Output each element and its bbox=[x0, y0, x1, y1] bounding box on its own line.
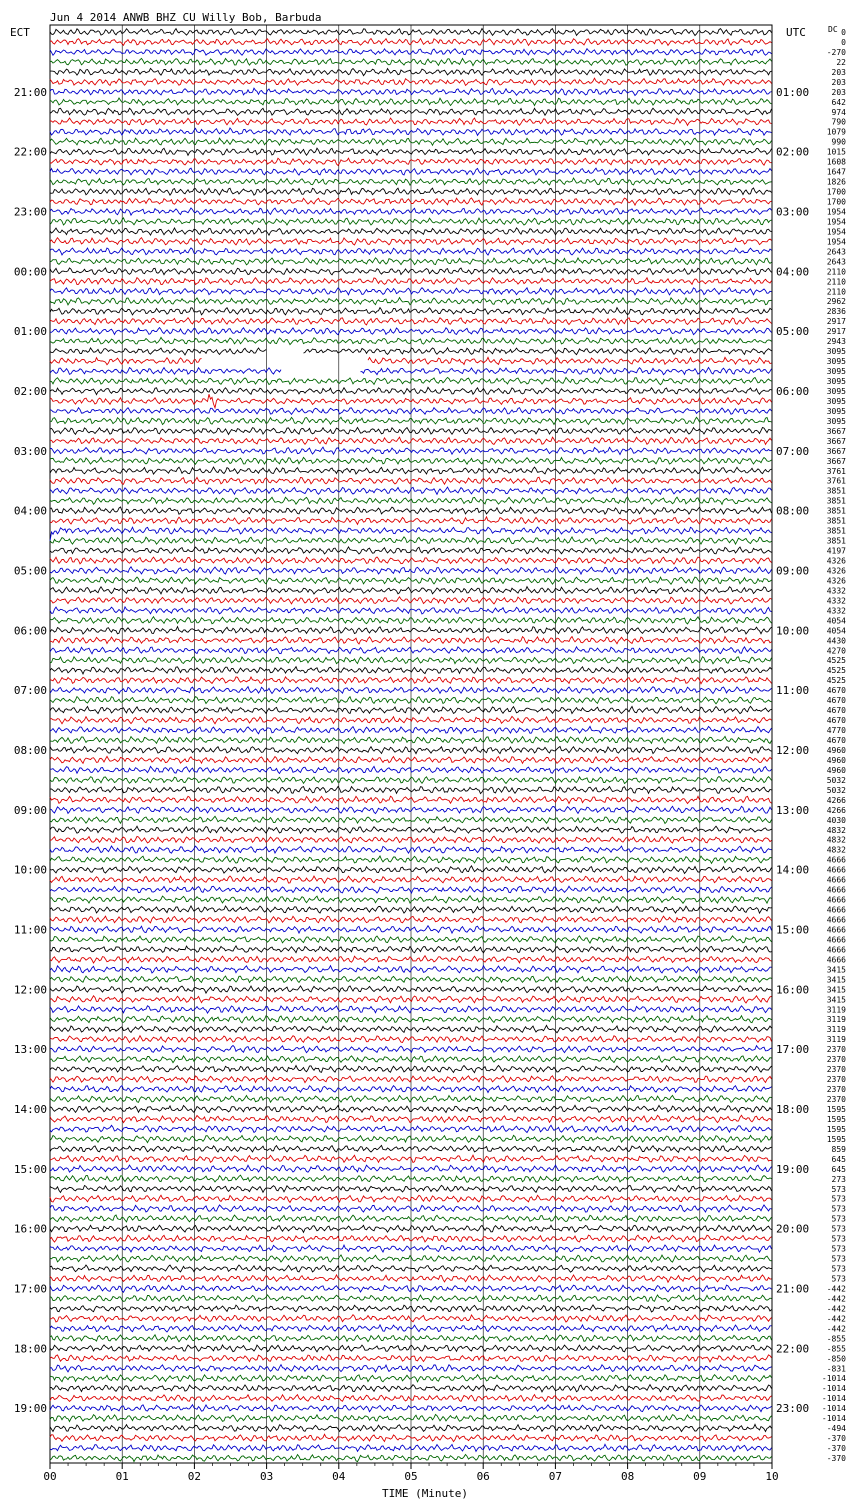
dc-offset-value: 3667 bbox=[826, 456, 846, 466]
dc-offset-value: 3119 bbox=[826, 1025, 846, 1035]
dc-offset-value: 573 bbox=[831, 1184, 846, 1194]
dc-offset-value: 1608 bbox=[826, 157, 846, 167]
dc-offset-value: 1826 bbox=[826, 177, 846, 187]
dc-offset-value: -1014 bbox=[821, 1384, 846, 1394]
ect-hour-label: 02:00 bbox=[13, 385, 47, 398]
dc-offset-value: 573 bbox=[831, 1234, 846, 1244]
ect-hour-label: 11:00 bbox=[13, 923, 47, 937]
dc-offset-value: -855 bbox=[826, 1344, 846, 1354]
dc-offset-value: 1954 bbox=[826, 217, 846, 227]
dc-offset-value: 1647 bbox=[826, 167, 846, 177]
dc-offset-value: 1954 bbox=[826, 207, 846, 217]
dc-offset-value: 573 bbox=[831, 1224, 846, 1234]
ect-hour-label: 16:00 bbox=[13, 1222, 47, 1236]
dc-offset-value: 4666 bbox=[826, 885, 846, 895]
dc-offset-value: 2370 bbox=[826, 1055, 846, 1065]
dc-offset-value: 4670 bbox=[826, 716, 846, 726]
utc-hour-label: 05:00 bbox=[776, 325, 810, 339]
dc-offset-value: -442 bbox=[826, 1284, 846, 1294]
x-tick-label: 10 bbox=[765, 1470, 779, 1483]
dc-offset-value: 4832 bbox=[826, 825, 846, 835]
dc-offset-value: 3851 bbox=[826, 506, 846, 516]
dc-offset-value: 3761 bbox=[826, 476, 846, 486]
dc-offset-value: 4197 bbox=[826, 546, 846, 556]
ect-hour-label: 14:00 bbox=[13, 1103, 47, 1116]
dc-offset-value: 4666 bbox=[826, 925, 846, 935]
ect-hour-label: 01:00 bbox=[13, 325, 47, 339]
dc-offset-value: -831 bbox=[826, 1364, 846, 1374]
dc-offset-value: 3119 bbox=[826, 1015, 846, 1025]
dc-offset-value: 1700 bbox=[826, 187, 846, 197]
ect-hour-label: 00:00 bbox=[13, 265, 47, 279]
dc-offset-value: 645 bbox=[831, 1164, 846, 1174]
dc-offset-value: 4054 bbox=[826, 626, 846, 636]
dc-offset-value: -855 bbox=[826, 1334, 846, 1344]
ect-hour-label: 13:00 bbox=[13, 1043, 47, 1057]
x-tick-label: 00 bbox=[43, 1470, 57, 1483]
dc-offset-value: 4670 bbox=[826, 706, 846, 716]
dc-offset-value: -850 bbox=[826, 1354, 846, 1364]
dc-offset-value: 573 bbox=[831, 1244, 846, 1254]
dc-offset-value: 5032 bbox=[826, 775, 846, 785]
dc-offset-value: 4666 bbox=[826, 875, 846, 885]
utc-hour-label: 04:00 bbox=[776, 265, 810, 279]
x-tick-label: 07 bbox=[548, 1470, 563, 1483]
dc-offset-value: 1079 bbox=[826, 127, 846, 137]
dc-offset-value: 203 bbox=[831, 67, 846, 77]
ect-hour-label: 04:00 bbox=[13, 504, 47, 518]
x-tick-label: 01 bbox=[115, 1470, 129, 1483]
dc-offset-value: 3095 bbox=[826, 357, 846, 367]
dc-offset-value: 573 bbox=[831, 1204, 846, 1214]
dc-offset-value: 4332 bbox=[826, 596, 846, 606]
dc-offset-value: 3095 bbox=[826, 347, 846, 357]
dc-offset-value: 3851 bbox=[826, 516, 846, 526]
dc-offset-value: 4266 bbox=[826, 805, 846, 815]
dc-offset-value: -370 bbox=[826, 1434, 846, 1444]
utc-hour-label: 09:00 bbox=[776, 564, 810, 578]
dc-offset-value: 1954 bbox=[826, 237, 846, 247]
dc-offset-value: 5032 bbox=[826, 785, 846, 795]
ect-hour-label: 09:00 bbox=[13, 803, 47, 817]
utc-hour-label: 07:00 bbox=[776, 444, 810, 458]
dc-offset-value: -442 bbox=[826, 1304, 846, 1314]
utc-hour-label: 11:00 bbox=[776, 684, 810, 698]
utc-hour-label: 19:00 bbox=[776, 1162, 810, 1176]
dc-offset-value: 974 bbox=[831, 107, 846, 117]
ect-hour-label: 17:00 bbox=[13, 1282, 47, 1296]
dc-offset-value: 4326 bbox=[826, 576, 846, 586]
dc-offset-value: 3415 bbox=[826, 975, 846, 985]
x-tick-label: 06 bbox=[476, 1470, 490, 1483]
dc-offset-value: 2370 bbox=[826, 1045, 846, 1055]
dc-offset-value: 4332 bbox=[826, 586, 846, 596]
utc-hour-label: 15:00 bbox=[776, 923, 810, 937]
utc-hour-label: 08:00 bbox=[776, 504, 810, 518]
dc-offset-value: 3415 bbox=[826, 985, 846, 995]
dc-offset-value: 1015 bbox=[826, 147, 846, 157]
right-timezone-label: UTC bbox=[786, 26, 806, 39]
dc-offset-value: 4960 bbox=[826, 765, 846, 775]
x-tick-label: 04 bbox=[332, 1470, 346, 1483]
dc-offset-value: 273 bbox=[831, 1174, 846, 1184]
dc-offset-value: 1595 bbox=[826, 1134, 846, 1144]
dc-offset-value: 4666 bbox=[826, 855, 846, 865]
dc-offset-value: 2962 bbox=[826, 297, 846, 307]
dc-offset-value: 4326 bbox=[826, 556, 846, 566]
dc-offset-value: 3119 bbox=[826, 1035, 846, 1045]
utc-hour-label: 02:00 bbox=[776, 145, 810, 159]
chart-title: Jun 4 2014 ANWB BHZ CU Willy Bob, Barbuda bbox=[50, 11, 322, 24]
ect-hour-label: 19:00 bbox=[13, 1402, 47, 1416]
dc-offset-value: 2110 bbox=[826, 287, 846, 297]
dc-offset-value: 645 bbox=[831, 1154, 846, 1164]
dc-offset-value: 203 bbox=[831, 87, 846, 97]
dc-offset-value: 4832 bbox=[826, 835, 846, 845]
dc-offset-value: 3095 bbox=[826, 377, 846, 386]
dc-offset-value: 4525 bbox=[826, 656, 846, 666]
dc-offset-value: -370 bbox=[826, 1454, 846, 1463]
dc-offset-value: 2110 bbox=[826, 267, 846, 277]
ect-hour-label: 22:00 bbox=[13, 145, 47, 159]
utc-hour-label: 06:00 bbox=[776, 385, 810, 398]
dc-offset-value: 203 bbox=[831, 77, 846, 87]
x-tick-label: 05 bbox=[404, 1470, 418, 1483]
utc-hour-label: 20:00 bbox=[776, 1222, 810, 1236]
dc-offset-value: 2643 bbox=[826, 257, 846, 267]
dc-offset-value: 3667 bbox=[826, 426, 846, 436]
ect-hour-label: 21:00 bbox=[13, 85, 47, 99]
dc-offset-value: 2917 bbox=[826, 317, 846, 327]
dc-offset-value: 3851 bbox=[826, 486, 846, 496]
utc-hour-label: 10:00 bbox=[776, 624, 810, 638]
ect-hour-label: 10:00 bbox=[13, 863, 47, 877]
dc-offset-value: -370 bbox=[826, 1444, 846, 1453]
dc-offset-value: 3095 bbox=[826, 406, 846, 416]
dc-offset-value: 0 bbox=[841, 38, 846, 47]
dc-offset-value: 3095 bbox=[826, 416, 846, 426]
x-tick-label: 08 bbox=[620, 1470, 635, 1483]
dc-offset-value: 4270 bbox=[826, 646, 846, 656]
utc-hour-label: 12:00 bbox=[776, 744, 810, 757]
dc-offset-value: 4525 bbox=[826, 676, 846, 686]
dc-offset-value: 3095 bbox=[826, 367, 846, 376]
dc-offset-value: 2917 bbox=[826, 327, 846, 337]
left-timezone-label: ECT bbox=[10, 26, 30, 39]
dc-offset-value: -442 bbox=[826, 1324, 846, 1334]
dc-offset-value: 3851 bbox=[826, 496, 846, 506]
dc-offset-value: 3095 bbox=[826, 397, 846, 406]
dc-label: DC bbox=[828, 25, 838, 34]
dc-offset-value: 2836 bbox=[826, 307, 846, 317]
ect-hour-label: 06:00 bbox=[13, 624, 47, 638]
utc-hour-label: 03:00 bbox=[776, 205, 810, 219]
dc-offset-value: -1014 bbox=[821, 1374, 846, 1384]
dc-offset-value: 1595 bbox=[826, 1124, 846, 1134]
ect-hour-label: 12:00 bbox=[13, 983, 47, 997]
ect-hour-label: 05:00 bbox=[13, 564, 47, 578]
dc-offset-value: 3667 bbox=[826, 446, 846, 456]
dc-offset-value: 4666 bbox=[826, 955, 846, 965]
dc-offset-value: 3415 bbox=[826, 965, 846, 975]
x-tick-label: 09 bbox=[693, 1470, 707, 1483]
dc-offset-value: 1595 bbox=[826, 1105, 846, 1114]
utc-hour-label: 17:00 bbox=[776, 1043, 810, 1057]
ect-hour-label: 23:00 bbox=[13, 205, 47, 219]
dc-offset-value: 4960 bbox=[826, 756, 846, 765]
dc-offset-value: -270 bbox=[826, 47, 846, 57]
axis-labels bbox=[14, 28, 846, 1483]
dc-offset-value: 4832 bbox=[826, 845, 846, 855]
utc-hour-label: 14:00 bbox=[776, 863, 810, 877]
dc-offset-value: 573 bbox=[831, 1274, 846, 1284]
dc-offset-value: 642 bbox=[831, 97, 846, 107]
dc-offset-value: 4525 bbox=[826, 666, 846, 676]
utc-hour-label: 21:00 bbox=[776, 1282, 810, 1296]
dc-offset-value: 3851 bbox=[826, 526, 846, 536]
dc-offset-value: 4666 bbox=[826, 945, 846, 955]
dc-offset-value: 4054 bbox=[826, 616, 846, 626]
dc-offset-value: 3119 bbox=[826, 1005, 846, 1015]
dc-offset-value: 2370 bbox=[826, 1065, 846, 1075]
dc-offset-value: -442 bbox=[826, 1314, 846, 1324]
dc-offset-value: -494 bbox=[826, 1424, 846, 1434]
utc-hour-label: 18:00 bbox=[776, 1103, 810, 1116]
dc-offset-value: 2943 bbox=[826, 337, 846, 347]
dc-offset-value: 1700 bbox=[826, 197, 846, 207]
dc-offset-value: 2370 bbox=[826, 1085, 846, 1094]
dc-offset-value: 4332 bbox=[826, 606, 846, 616]
dc-offset-value: 4666 bbox=[826, 915, 846, 925]
x-tick-label: 03 bbox=[259, 1470, 274, 1483]
dc-offset-value: 4666 bbox=[826, 935, 846, 945]
dc-offset-value: 2370 bbox=[826, 1075, 846, 1085]
x-tick-label: 02 bbox=[187, 1470, 202, 1483]
dc-offset-value: -1014 bbox=[821, 1414, 846, 1424]
utc-hour-label: 16:00 bbox=[776, 983, 810, 997]
dc-offset-value: 859 bbox=[831, 1144, 846, 1154]
dc-offset-value: 573 bbox=[831, 1194, 846, 1204]
dc-offset-value: -1014 bbox=[821, 1394, 846, 1404]
dc-offset-value: 3667 bbox=[826, 436, 846, 446]
dc-offset-value: 573 bbox=[831, 1214, 846, 1224]
dc-offset-value: 4326 bbox=[826, 566, 846, 576]
dc-offset-value: 790 bbox=[831, 117, 846, 127]
ect-hour-label: 15:00 bbox=[13, 1162, 47, 1176]
dc-offset-value: 3415 bbox=[826, 995, 846, 1005]
utc-hour-label: 01:00 bbox=[776, 85, 810, 99]
dc-offset-value: 2110 bbox=[826, 277, 846, 287]
ect-hour-label: 18:00 bbox=[13, 1342, 47, 1356]
dc-offset-value: 2643 bbox=[826, 247, 846, 257]
utc-hour-label: 22:00 bbox=[776, 1342, 810, 1356]
dc-offset-value: 4670 bbox=[826, 686, 846, 696]
dc-offset-value: 4670 bbox=[826, 696, 846, 706]
dc-offset-value: 3851 bbox=[826, 536, 846, 546]
dc-offset-value: 4770 bbox=[826, 726, 846, 735]
dc-offset-value: -1014 bbox=[821, 1404, 846, 1414]
dc-offset-value: 4666 bbox=[826, 865, 846, 875]
dc-offset-value: 573 bbox=[831, 1254, 846, 1264]
dc-offset-value: 990 bbox=[831, 137, 846, 147]
dc-offset-value: 2370 bbox=[826, 1095, 846, 1104]
dc-offset-value: 3761 bbox=[826, 466, 846, 476]
dc-offset-value: 22 bbox=[836, 57, 846, 67]
dc-offset-value: 1954 bbox=[826, 227, 846, 237]
dc-offset-value: 573 bbox=[831, 1264, 846, 1274]
dc-offset-value: 4430 bbox=[826, 636, 846, 646]
dc-offset-value: 0 bbox=[841, 28, 846, 37]
dc-offset-value: 4030 bbox=[826, 815, 846, 825]
dc-offset-value: -442 bbox=[826, 1294, 846, 1304]
ect-hour-label: 03:00 bbox=[13, 444, 47, 458]
utc-hour-label: 13:00 bbox=[776, 803, 810, 817]
dc-offset-value: 4960 bbox=[826, 746, 846, 755]
ect-hour-label: 08:00 bbox=[13, 744, 47, 757]
x-axis-label: TIME (Minute) bbox=[381, 1487, 469, 1500]
utc-hour-label: 23:00 bbox=[776, 1402, 810, 1416]
dc-offset-value: 4666 bbox=[826, 905, 846, 915]
dc-offset-value: 4670 bbox=[826, 736, 846, 745]
dc-offset-value: 4666 bbox=[826, 895, 846, 905]
dc-offset-value: 4266 bbox=[826, 795, 846, 805]
ect-hour-label: 07:00 bbox=[13, 684, 47, 698]
dc-offset-value: 1595 bbox=[826, 1115, 846, 1124]
dc-offset-value: 3095 bbox=[826, 387, 846, 396]
